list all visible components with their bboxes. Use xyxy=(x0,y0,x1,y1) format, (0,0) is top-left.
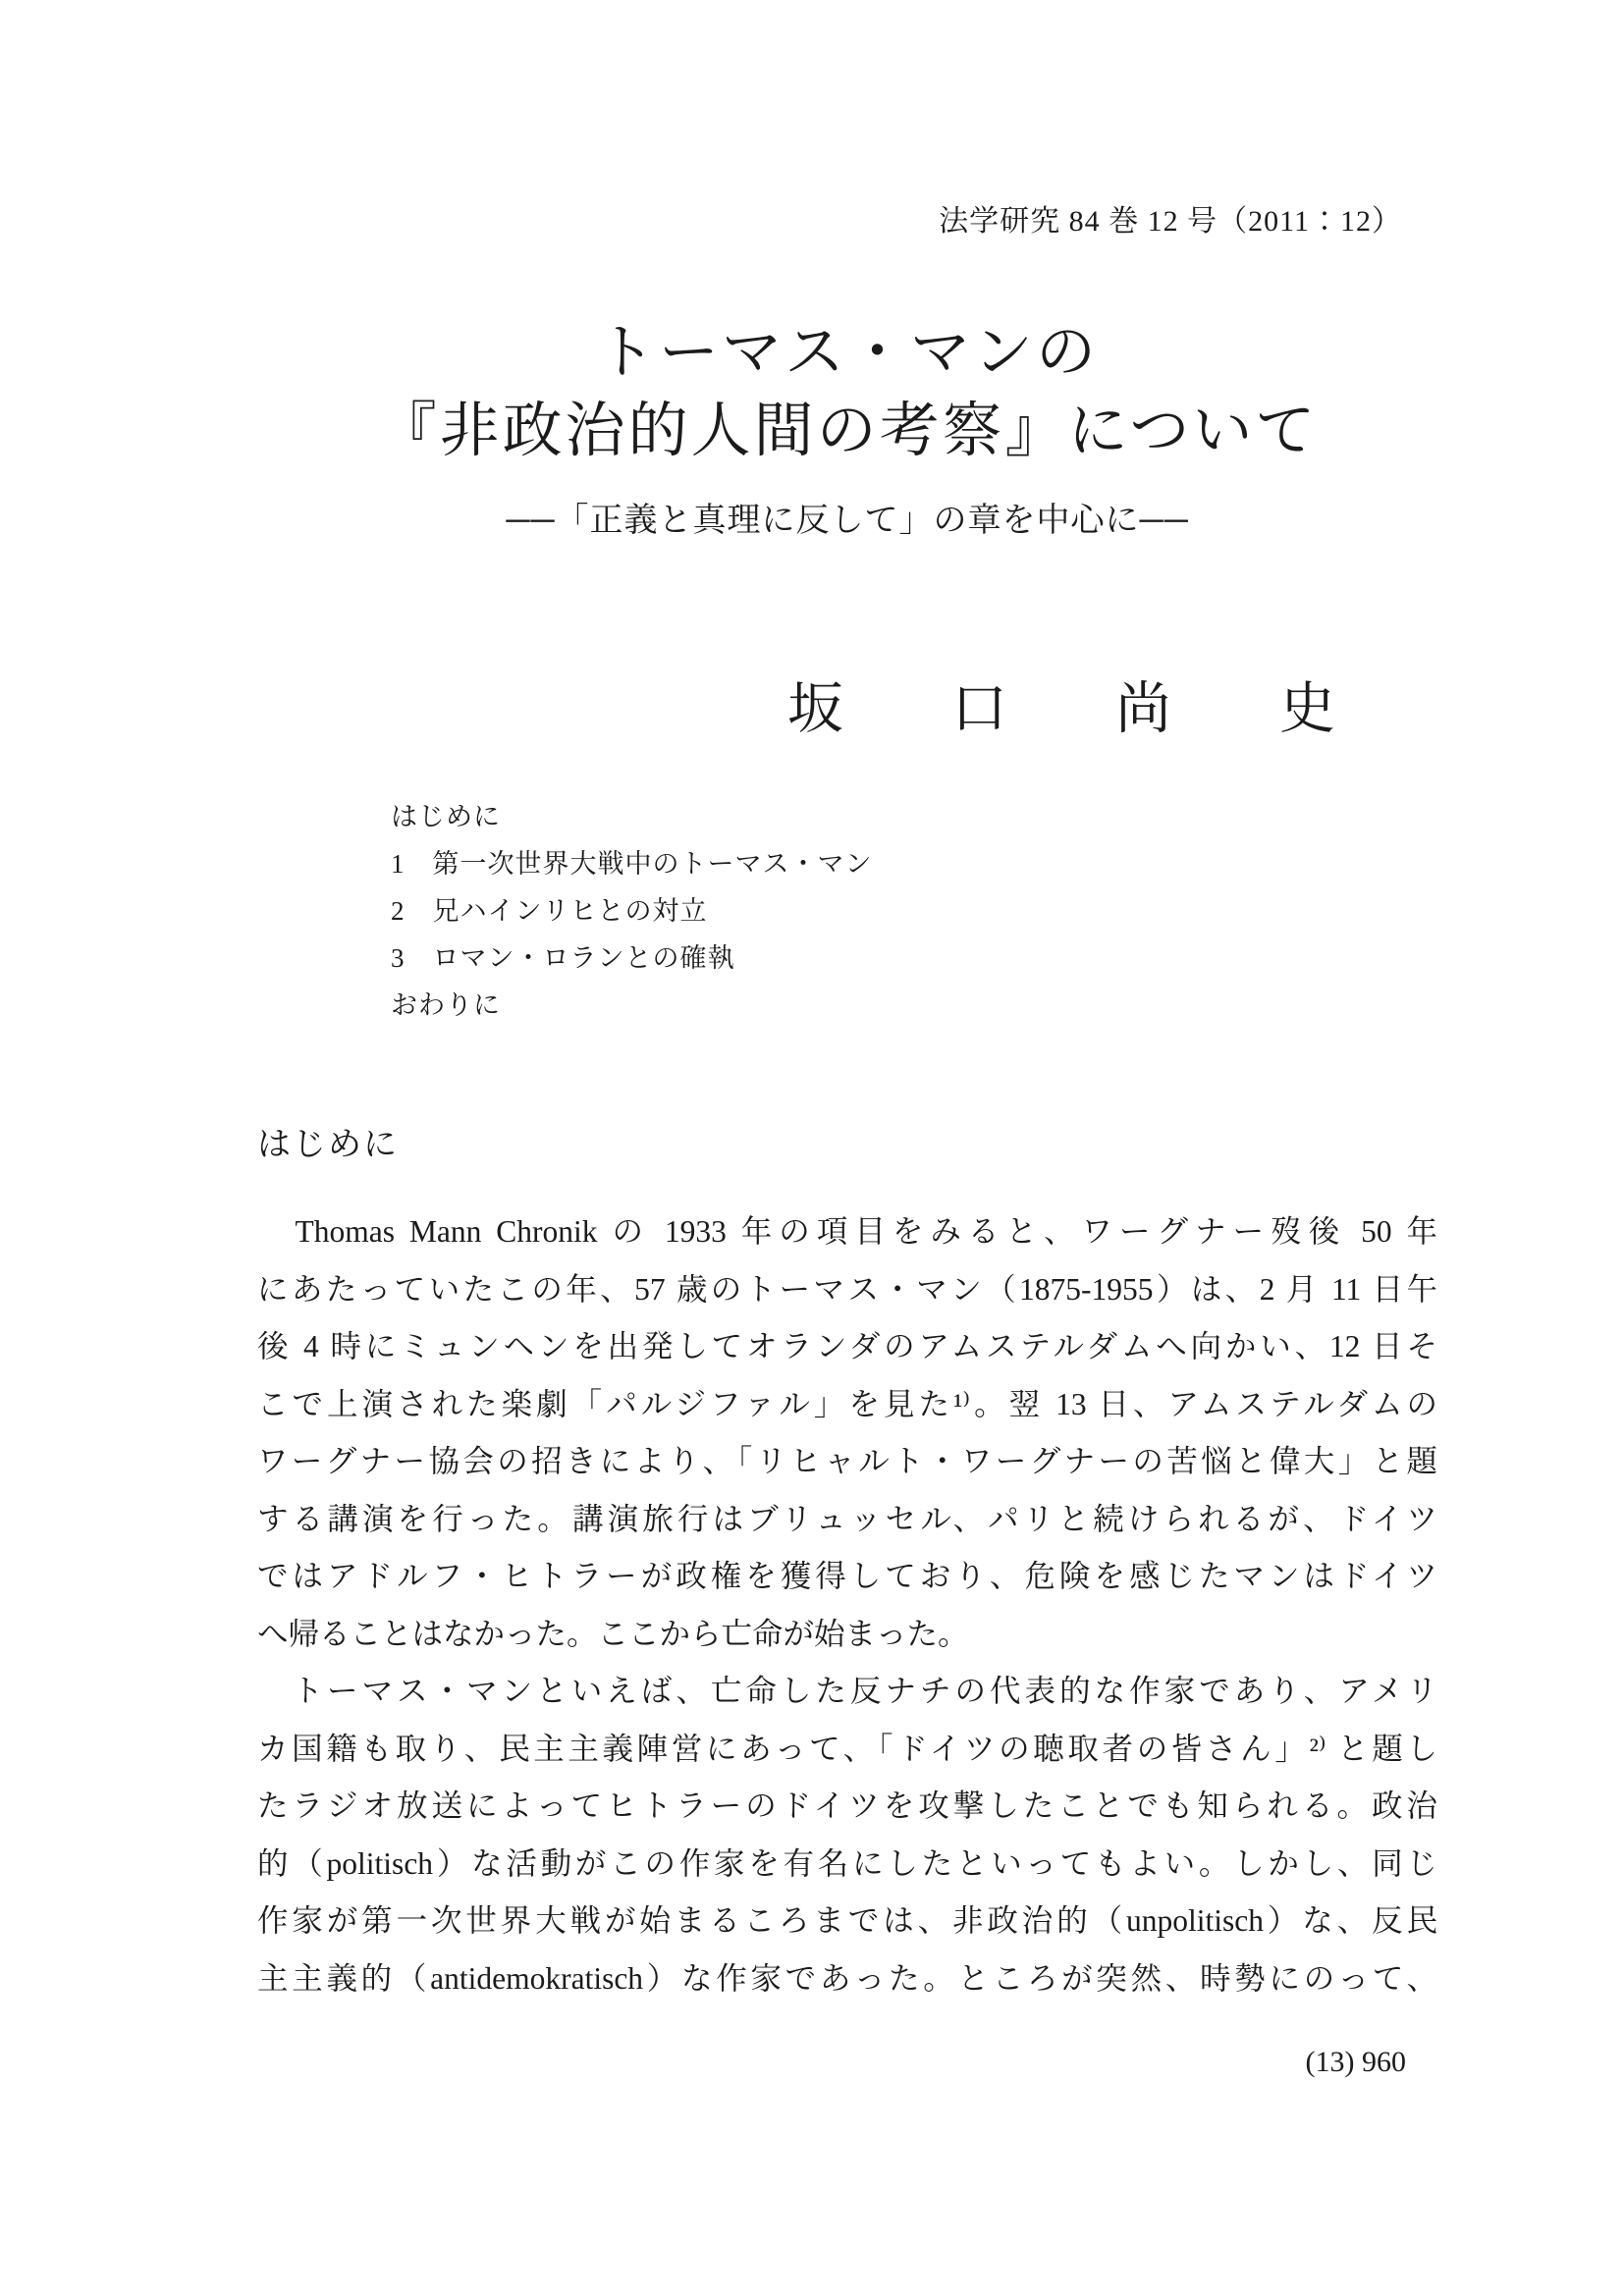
toc-item-1: 1 第一次世界大戦中のトーマス・マン xyxy=(391,849,873,879)
article-title-line-1: トーマス・マンの xyxy=(595,320,1099,386)
paragraph-line: 作家が第一次世界大戦が始まるころまでは、非政治的（unpolitisch）な、反民 xyxy=(257,1903,1437,1938)
page-number: (13) 960 xyxy=(1305,2046,1406,2078)
paragraph-2 xyxy=(257,1663,1437,2007)
paragraph-line: する講演を行った。講演旅行はブリュッセル、パリと続けられるが、ドイツ xyxy=(257,1501,1437,1536)
toc-item-intro: はじめに xyxy=(391,802,501,831)
toc-item-3: 3 ロマン・ロランとの確執 xyxy=(391,943,735,973)
table-of-contents xyxy=(391,793,873,1029)
article-title xyxy=(257,314,1437,471)
paragraph-line: Thomas Mann Chronik の 1933 年の項目をみると、ワーグナー歿後 50 年 xyxy=(257,1214,1437,1249)
section-heading: はじめに xyxy=(257,1127,399,1163)
paragraph-1 xyxy=(257,1203,1437,1663)
toc-item-2: 2 兄ハインリヒとの対立 xyxy=(391,896,708,926)
paragraph-line: 的（politisch）な活動がこの作家を有名にしたといってもよい。しかし、同じ xyxy=(257,1845,1437,1881)
paragraph-line: へ帰ることはなかった。ここから亡命が始まった。 xyxy=(257,1616,969,1651)
toc-item-outro: おわりに xyxy=(391,990,501,1020)
paragraph-line: 主主義的（antidemokratisch）な作家であった。ところが突然、時勢にのって、 xyxy=(257,1960,1437,1996)
paragraph-line: こで上演された楽劇「パルジファル」を見た¹⁾。翌 13 日、アムステルダムの xyxy=(257,1386,1437,1421)
body-text xyxy=(257,1203,1437,2007)
article-title-line-2: 『非政治的人間の考察』について xyxy=(376,399,1319,464)
paragraph-line: カ国籍も取り、民主主義陣営にあって、「ドイツの聴取者の皆さん」²⁾ と題し xyxy=(257,1731,1437,1766)
journal-citation: 法学研究 84 巻 12 号（2011：12） xyxy=(939,205,1402,238)
paragraph-line: にあたっていたこの年、57 歳のトーマス・マン（1875-1955）は、2 月 11 日午 xyxy=(257,1271,1437,1307)
paragraph-line: 後 4 時にミュンヘンを出発してオランダのアムステルダムへ向かい、12 日そ xyxy=(257,1329,1437,1363)
author-line xyxy=(257,664,1443,744)
paragraph-line: ワーグナー協会の招きにより、「リヒャルト・ワーグナーの苦悩と偉大」と題 xyxy=(257,1444,1437,1478)
paragraph-line: たラジオ放送によってヒトラーのドイツを攻撃したことでも知られる。政治 xyxy=(257,1789,1437,1823)
paragraph-line: トーマス・マンといえば、亡命した反ナチの代表的な作家であり、アメリ xyxy=(257,1674,1437,1708)
paragraph-line: ではアドルフ・ヒトラーが政権を獲得しており、危険を感じたマンはドイツ xyxy=(257,1559,1437,1593)
article-subtitle: ──「正義と真理に反して」の章を中心に── xyxy=(506,503,1189,539)
author-name: 坂口尚史 xyxy=(787,678,1443,740)
